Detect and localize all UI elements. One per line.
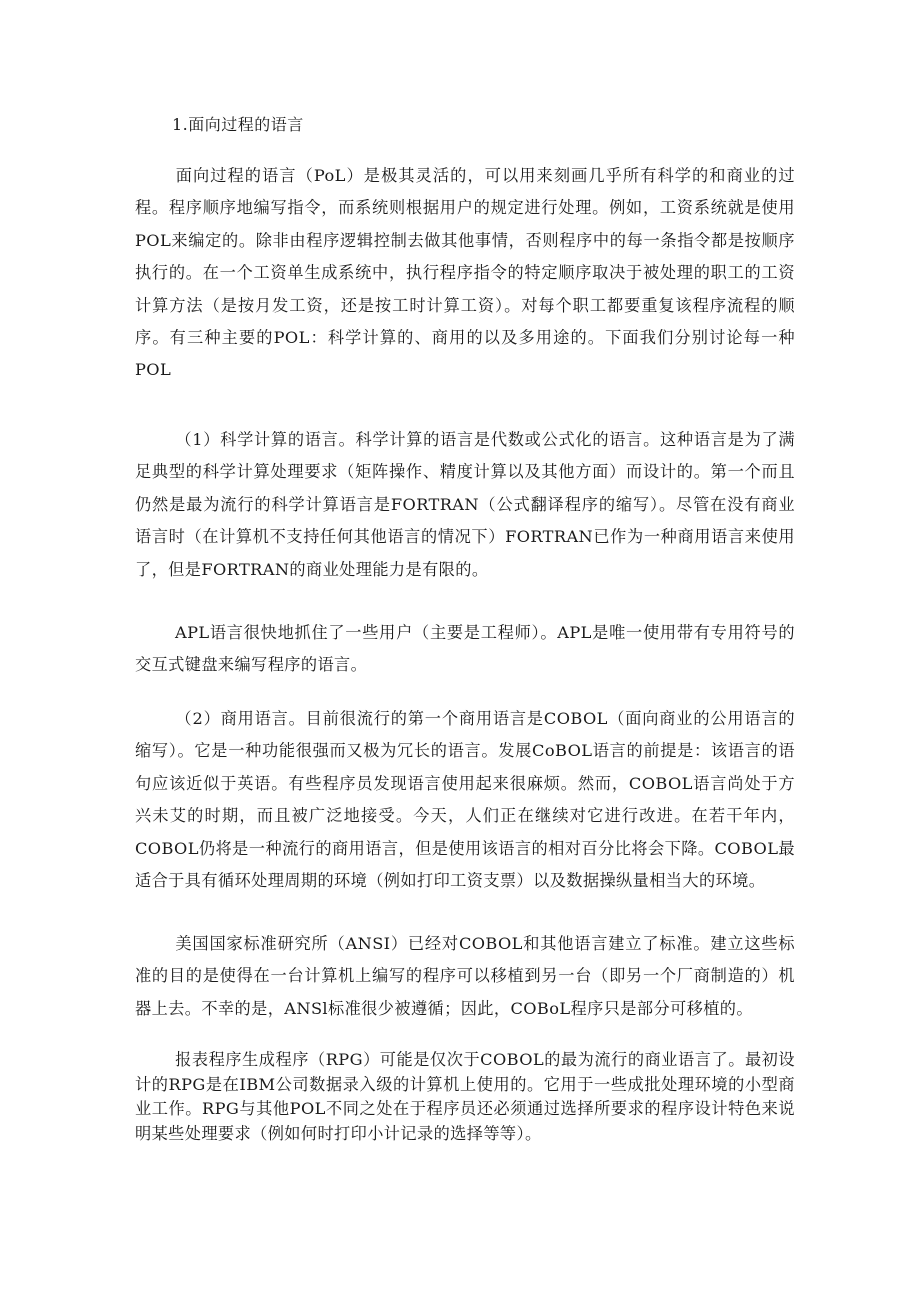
paragraph-text: （2）商用语言。目前很流行的第一个商用语言是COBOL（面向商业的公用语言的缩写）。它是一种功能很强而又极为冗长的语言。发展CoBOL语言的前提是：该语言的语句应该近似于英语。有些程序员发现语言使用起来很麻烦。然而，COBOL语言尚处于方兴未艾的时期，而且被广泛地接受。今天，人们正在继续对它进行改进。在若干年内，COBOL仍将是一种流行的商用语言，但是使用该语言的相对百分比将会下降。COBOL最适合于具有循环处理周期的环境（例如打印工资支票）以及数据操纵量相当大的环境。	[135, 709, 795, 891]
paragraph-apl	[135, 617, 795, 682]
paragraph-scientific-languages	[135, 424, 795, 586]
paragraph-text: 报表程序生成程序（RPG）可能是仅次于COBOL的最为流行的商业语言了。最初设计的RPG是在IBM公司数据录入级的计算机上使用的。它用于一些成批处理环境的小型商业工作。RPG与其他POL不同之处在于程序员还必须通过选择所要求的程序设计特色来说明某些处理要求（例如何时打印小计记录的选择等等）。	[135, 1050, 795, 1143]
paragraph-commercial-languages	[135, 703, 795, 897]
paragraph-rpg	[135, 1048, 795, 1146]
section-heading: 1.面向过程的语言	[172, 115, 304, 134]
paragraph-ansi-standards	[135, 928, 795, 1025]
paragraph-text: （1）科学计算的语言。科学计算的语言是代数或公式化的语言。这种语言是为了满足典型的科学计算处理要求（矩阵操作、精度计算以及其他方面）而设计的。第一个而且仍然是最为流行的科学计算语言是FORTRAN（公式翻译程序的缩写）。尽管在没有商业语言时（在计算机不支持任何其他语言的情况下）FORTRAN已作为一种商用语言来使用了，但是FORTRAN的商业处理能力是有限的。	[135, 430, 795, 579]
paragraph-pol-intro	[135, 160, 795, 387]
paragraph-text: APL语言很快地抓住了一些用户（主要是工程师）。APL是唯一使用带有专用符号的交互式键盘来编写程序的语言。	[135, 623, 795, 675]
paragraph-text: 面向过程的语言（PoL）是极其灵活的，可以用来刻画几乎所有科学的和商业的过程。程序顺序地编写指令，而系统则根据用户的规定进行处理。例如，工资系统就是使用POL来编定的。除非由程序逻辑控制去做其他事情，否则程序中的每一条指令都是按顺序执行的。在一个工资单生成系统中，执行程序指令的特定顺序取决于被处理的职工的工资计算方法（是按月发工资，还是按工时计算工资）。对每个职工都要重复该程序流程的顺序。有三种主要的POL：科学计算的、商用的以及多用途的。下面我们分别讨论每一种POL	[135, 166, 795, 380]
paragraph-text: 美国国家标准研究所（ANSI）已经对COBOL和其他语言建立了标准。建立这些标准的目的是使得在一台计算机上编写的程序可以移植到另一台（即另一个厂商制造的）机器上去。不幸的是，ANSl标准很少被遵循；因此，COBoL程序只是部分可移植的。	[135, 934, 795, 1018]
